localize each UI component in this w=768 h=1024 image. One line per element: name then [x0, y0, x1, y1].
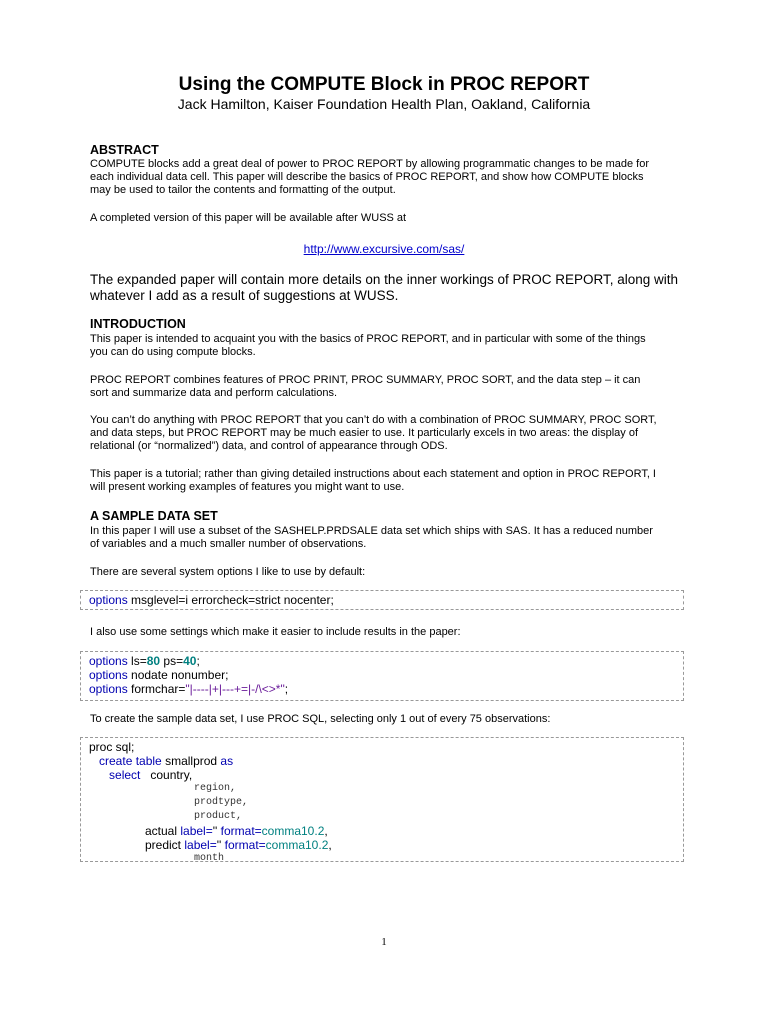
text-line: sort and summarize data and perform calculations.: [90, 387, 338, 399]
code-text: ;: [196, 654, 200, 668]
code-text: nodate nonumber;: [127, 668, 229, 682]
code-keyword: label=: [180, 824, 213, 838]
code-line: [89, 838, 683, 852]
code-keyword: options: [89, 682, 128, 696]
code-keyword: as: [220, 754, 234, 768]
text-line: relational (or “normalized”) data, and control of appearance through ODS.: [90, 440, 448, 452]
text-line: This paper is a tutorial; rather than giving detailed instructions about each statement and option in PROC REPORT, I: [90, 468, 656, 480]
completed-version-note: A completed version of this paper will be available after WUSS at: [90, 212, 407, 224]
code-text: formchar=: [127, 682, 186, 696]
code-line: region,: [194, 783, 237, 794]
code-text: ps=: [160, 654, 184, 668]
text-line: This paper is intended to acquaint you with the basics of PROC REPORT, and in particular with some of the things: [90, 333, 646, 345]
code-keyword: create table: [99, 754, 162, 768]
code-string: "|----|+|---+=|-/\<>*": [185, 682, 285, 696]
code-block-sql: [80, 737, 684, 862]
paper-author: Jack Hamilton, Kaiser Foundation Health Plan, Oakland, California: [177, 96, 591, 112]
paper-url-link[interactable]: http://www.excursive.com/sas/: [303, 242, 465, 256]
intro-paragraph-3: [90, 414, 690, 453]
code-keyword: options: [89, 593, 128, 607]
text-line: You can’t do anything with PROC REPORT that you can’t do with a combination of PROC SUMMARY, PROC SORT,: [90, 414, 657, 426]
code-line: [89, 768, 683, 782]
text-line: COMPUTE blocks add a great deal of power to PROC REPORT by allowing programmatic changes to be made for: [90, 158, 650, 170]
code-line: proc sql;: [89, 740, 135, 754]
abstract-paragraph: [90, 158, 690, 197]
paper-title: Using the COMPUTE Block in PROC REPORT: [178, 74, 590, 95]
code-text: ;: [284, 682, 289, 696]
text-line: The expanded paper will contain more details on the inner workings of PROC REPORT, along with: [90, 272, 679, 287]
code-text: ,: [328, 838, 332, 852]
code-keyword: select: [109, 768, 141, 782]
intro-paragraph-1: [90, 333, 690, 359]
code-text: ,: [324, 824, 328, 838]
code-text: actual: [145, 824, 181, 838]
code-text: '': [212, 824, 221, 838]
abstract-heading: ABSTRACT: [90, 143, 159, 157]
intro-paragraph-2: [90, 374, 690, 400]
sample-paragraph-4: To create the sample data set, I use PROC SQL, selecting only 1 out of every 75 observations:: [90, 713, 551, 725]
page-number: 1: [381, 936, 387, 948]
text-line: may be used to tailor the contents and formatting of the output.: [90, 184, 396, 196]
text-line: will present working examples of features you might want to use.: [90, 481, 405, 493]
code-keyword: options: [89, 668, 128, 682]
text-line: you can do using compute blocks.: [90, 346, 256, 358]
expanded-paper-paragraph: [90, 272, 690, 304]
code-text: ls=: [127, 654, 147, 668]
code-line: [89, 654, 683, 668]
code-line: [89, 682, 683, 696]
code-line: month: [194, 853, 225, 864]
code-text: smallprod: [161, 754, 221, 768]
code-text: msglevel=i errorcheck=strict nocenter;: [127, 593, 334, 607]
text-line: In this paper I will use a subset of the SASHELP.PRDSALE data set which ships with SAS. It has a reduced number: [90, 525, 653, 537]
text-line: PROC REPORT combines features of PROC PRINT, PROC SUMMARY, PROC SORT, and the data step – it can: [90, 374, 641, 386]
code-block-options: [80, 590, 684, 610]
text-line: whatever I add as a result of suggestions at WUSS.: [90, 288, 399, 303]
text-line: of variables and a much smaller number of observations.: [90, 538, 367, 550]
code-text: country,: [140, 768, 193, 782]
introduction-heading: INTRODUCTION: [90, 317, 186, 331]
code-number: 80: [146, 654, 161, 668]
code-keyword: options: [89, 654, 128, 668]
sample-data-heading: A SAMPLE DATA SET: [90, 509, 218, 523]
code-block-settings: [80, 651, 684, 701]
code-keyword: format=: [220, 824, 262, 838]
sample-paragraph-3: I also use some settings which make it easier to include results in the paper:: [90, 626, 461, 638]
text-line: and data steps, but PROC REPORT may be much easier to use. It particularly excels in two areas: the display of: [90, 427, 639, 439]
code-line: [89, 824, 683, 838]
code-keyword: label=: [184, 838, 217, 852]
code-line: [89, 668, 683, 682]
code-line: [89, 754, 683, 768]
text-line: each individual data cell. This paper will describe the basics of PROC REPORT, and show how COMPUTE blocks: [90, 171, 644, 183]
code-line: prodtype,: [194, 797, 249, 808]
sample-paragraph-1: [90, 525, 690, 551]
code-number: 40: [183, 654, 197, 668]
intro-paragraph-4: [90, 468, 690, 494]
sample-paragraph-2: There are several system options I like to use by default:: [90, 566, 366, 578]
code-format: comma10.2: [265, 838, 329, 852]
code-format: comma10.2: [261, 824, 325, 838]
code-text: predict: [145, 838, 185, 852]
code-text: '': [216, 838, 225, 852]
code-line: [89, 593, 683, 607]
code-line: product,: [194, 811, 243, 822]
code-keyword: format=: [224, 838, 266, 852]
